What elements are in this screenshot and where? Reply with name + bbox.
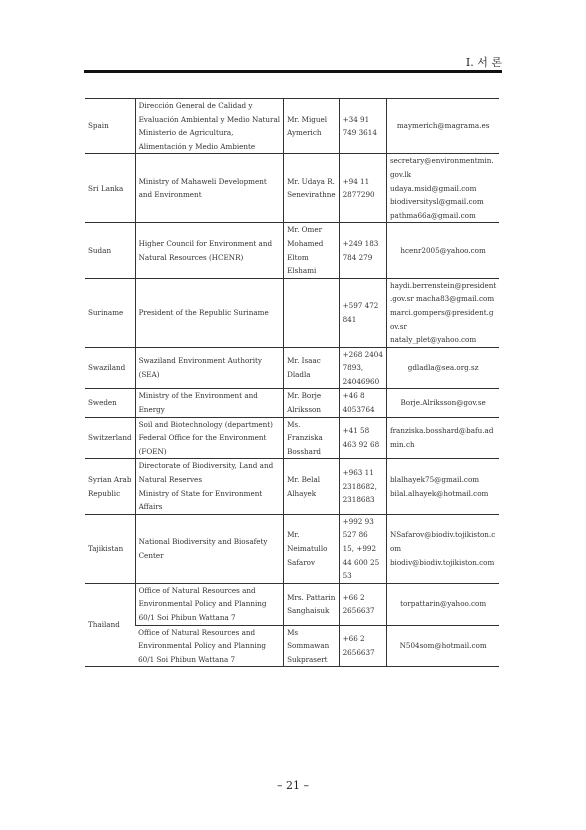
name-cell-line: Sukprasert [287, 654, 328, 664]
email-cell [386, 583, 499, 625]
agency-cell-line: 60/1 Soi Phibun Wattana 7 [138, 654, 236, 664]
agency-cell-line: Ministry of Mahaweli Development [138, 176, 267, 186]
email-cell [386, 278, 499, 347]
name-cell [284, 459, 340, 514]
email-cell [386, 459, 499, 514]
phone-cell [339, 389, 386, 417]
email-cell-line: min.ch [389, 440, 415, 450]
agency-cell-line: (FOEN) [138, 446, 167, 456]
agency-cell-line: Ministerio de Agricultura, [138, 128, 234, 138]
country-cell-line: Sri Lanka [88, 183, 124, 193]
email-cell [386, 99, 499, 154]
country-cell [85, 347, 135, 389]
name-cell [284, 389, 340, 417]
agency-cell-line: 60/1 Soi Phibun Wattana 7 [138, 612, 236, 622]
table-row [85, 625, 499, 667]
name-cell-line: Mohamed [287, 238, 324, 248]
contact-table [85, 98, 499, 667]
email-cell-line: haydi.berrenstein@president [389, 280, 497, 290]
phone-cell [339, 514, 386, 583]
agency-cell-line: Dirección General de Calidad y [138, 101, 253, 110]
agency-cell-line: Affairs [138, 502, 163, 512]
phone-cell-line: +34 91 [342, 114, 370, 124]
country-cell-line: Sweden [88, 398, 117, 408]
country-cell [85, 99, 135, 154]
phone-cell-line: 2656637 [342, 647, 375, 657]
country-cell-line: Syrian Arab [88, 475, 132, 485]
table-row [85, 417, 499, 459]
country-cell-line: Suriname [88, 307, 124, 317]
phone-cell-line: 24046960 [342, 376, 380, 386]
name-cell-line: Ms [287, 627, 299, 637]
phone-cell-line: +66 2 [342, 592, 365, 602]
phone-cell-line: 749 3614 [342, 128, 377, 138]
name-cell-line: Alriksson [287, 405, 321, 415]
phone-cell-line: 2877290 [342, 190, 375, 200]
agency-cell [135, 99, 284, 154]
email-cell-line: hcenr2005@yahoo.com [400, 245, 486, 255]
page-number: – 21 – [277, 779, 309, 792]
agency-cell-line: Office of Natural Resources and [138, 585, 256, 595]
agency-cell-line: Environmental Policy and Planning [138, 599, 267, 609]
country-cell [85, 417, 135, 459]
phone-cell [339, 347, 386, 389]
phone-cell-line: 53 [342, 571, 352, 581]
name-cell-line: Alhayek [287, 488, 317, 498]
phone-cell [339, 459, 386, 514]
email-cell-line: Borje.Alriksson@gov.se [400, 398, 486, 408]
name-cell [284, 583, 340, 625]
email-cell-line: franziska.bosshard@bafu.ad [389, 426, 494, 436]
phone-cell-line: 7893, [342, 363, 364, 373]
email-cell [386, 154, 499, 223]
phone-cell-line: 2656637 [342, 606, 375, 616]
phone-cell-line: +268 2404 [342, 349, 383, 359]
name-cell-line: Eltom [287, 252, 309, 262]
email-cell-line: blalhayek75@gmail.com [389, 475, 480, 485]
email-cell-line: nataly_plet@yahoo.com [389, 335, 477, 345]
name-cell [284, 347, 340, 389]
country-cell [85, 459, 135, 514]
agency-cell-line: Center [138, 550, 164, 560]
agency-cell [135, 154, 284, 223]
country-cell-line: Swaziland [88, 363, 126, 373]
name-cell [284, 99, 340, 154]
name-cell-line: Mr. Isaac [287, 356, 321, 366]
country-cell-line: Switzerland [88, 433, 132, 443]
name-cell-line: Elshami [287, 266, 317, 276]
agency-cell-line: Ministry of State for Environment [138, 488, 263, 498]
email-cell [386, 347, 499, 389]
table-row [85, 154, 499, 223]
country-cell-line: Tajikistan [88, 544, 124, 553]
phone-cell-line: 463 92 68 [342, 440, 380, 450]
header-rule [84, 70, 502, 73]
name-cell [284, 278, 340, 347]
name-cell-line: Sommawan [287, 641, 330, 651]
table-row [85, 223, 499, 278]
phone-cell [339, 278, 386, 347]
country-cell [85, 514, 135, 583]
agency-cell-line: National Biodiversity and Biosafety [138, 537, 268, 547]
agency-cell-line: (SEA) [138, 370, 160, 380]
agency-cell-line: Ministry of the Environment and [138, 391, 258, 401]
email-cell [386, 389, 499, 417]
email-cell-line: secretary@environmentmin. [389, 156, 494, 166]
email-cell-line: biodiv@biodiv.tojikiston.com [389, 557, 495, 567]
name-cell [284, 417, 340, 459]
email-cell-line: gov.lk [389, 169, 412, 179]
phone-cell-line: 527 86 [342, 530, 368, 540]
table-row [85, 459, 499, 514]
agency-cell-line: Natural Reserves [138, 475, 203, 485]
agency-cell-line: Energy [138, 405, 165, 415]
email-cell-line: torpattarin@yahoo.com [400, 599, 487, 609]
email-cell-line: N504som@hotmail.com [399, 641, 487, 651]
agency-cell [135, 223, 284, 278]
email-cell-line: ov.sr [389, 321, 407, 331]
country-cell-line: Thailand [88, 620, 120, 630]
country-cell [85, 223, 135, 278]
name-cell-line: Mr. Miguel [287, 114, 328, 124]
phone-cell-line: +992 93 [342, 516, 374, 526]
email-cell-line: NSafarov@biodiv.tojikiston.c [389, 530, 496, 540]
name-cell-line: Senevirathne [287, 190, 336, 200]
email-cell [386, 417, 499, 459]
agency-cell [135, 347, 284, 389]
country-cell [85, 583, 135, 667]
phone-cell [339, 99, 386, 154]
agency-cell [135, 514, 284, 583]
name-cell-line: Ms. [287, 419, 301, 429]
email-cell-line: gdladla@sea.org.sz [407, 363, 479, 373]
email-cell-line: maymerich@magrama.es [396, 121, 490, 131]
agency-cell [135, 278, 284, 347]
country-cell-line: Republic [88, 488, 121, 498]
country-cell [85, 389, 135, 417]
phone-cell [339, 417, 386, 459]
agency-cell-line: Environmental Policy and Planning [138, 641, 266, 651]
agency-cell-line: Alimentación y Medio Ambiente [138, 141, 256, 151]
name-cell [284, 625, 340, 667]
table-row [85, 99, 499, 154]
country-cell [85, 278, 135, 347]
name-cell-line: Safarov [287, 557, 316, 567]
table-row [85, 347, 499, 389]
name-cell-line: Mr. [287, 530, 300, 540]
email-cell [386, 514, 499, 583]
agency-cell-line: Higher Council for Environment and [138, 238, 273, 248]
table-row [85, 583, 499, 625]
agency-cell-line: Swaziland Environment Authority [138, 356, 262, 366]
agency-cell-line: Natural Resources (HCENR) [138, 252, 244, 262]
table-row [85, 514, 499, 583]
name-cell-line: Franziska [287, 433, 323, 443]
email-cell-line: .gov.sr macha83@gmail.com [389, 294, 495, 304]
phone-cell-line: +94 11 [342, 176, 370, 186]
agency-cell-line: and Environment [138, 190, 202, 200]
section-header: I. 서 론 [465, 56, 502, 69]
email-cell-line: udaya.msid@gmail.com [389, 183, 477, 193]
name-cell [284, 154, 340, 223]
country-cell-line: Sudan [88, 245, 112, 255]
email-cell-line: biodiversitysl@gmail.com [389, 197, 484, 207]
phone-cell-line: +597 472 [342, 301, 379, 311]
phone-cell [339, 154, 386, 223]
email-cell-line: bilal.alhayek@hotmail.com [389, 488, 489, 498]
name-cell-line: Neimatullo [287, 544, 328, 553]
table-row [85, 278, 499, 347]
name-cell [284, 223, 340, 278]
name-cell-line: Dladla [287, 370, 311, 380]
agency-cell [135, 625, 284, 667]
phone-cell-line: +963 11 [342, 468, 374, 478]
email-cell [386, 625, 499, 667]
name-cell-line: Bosshard [287, 446, 321, 456]
name-cell-line: Mrs. Pattarin [287, 592, 336, 602]
phone-cell-line: 15, +992 [342, 544, 377, 553]
name-cell-line: Mr. Udaya R. [287, 176, 335, 186]
phone-cell-line: 44 600 25 [342, 557, 380, 567]
country-cell-line: Spain [88, 121, 109, 131]
email-cell [386, 223, 499, 278]
agency-cell [135, 417, 284, 459]
phone-cell-line: +66 2 [342, 634, 365, 644]
phone-cell-line: +249 183 [342, 238, 379, 248]
name-cell-line: Mr. Omer [287, 225, 323, 235]
agency-cell-line: Federal Office for the Environment [138, 433, 267, 443]
phone-cell-line: 841 [342, 314, 357, 324]
agency-cell [135, 389, 284, 417]
agency-cell-line: Office of Natural Resources and [138, 627, 256, 637]
phone-cell-line: 2318682, [342, 481, 377, 491]
name-cell-line: Mr. Borje [287, 391, 322, 401]
email-cell-line: pathma66a@gmail.com [389, 210, 476, 220]
agency-cell [135, 459, 284, 514]
country-cell [85, 154, 135, 223]
agency-cell-line: President of the Republic Suriname [138, 307, 269, 317]
email-cell-line: marci.gompers@president.g [389, 307, 494, 317]
email-cell-line: om [389, 544, 402, 553]
table-row [85, 389, 499, 417]
phone-cell-line: +46 8 [342, 391, 365, 401]
phone-cell [339, 625, 386, 667]
agency-cell-line: Soil and Biotechnology (department) [138, 419, 273, 429]
agency-cell-line: Evaluación Ambiental y Medio Natural [138, 114, 281, 124]
name-cell-line: Aymerich [287, 128, 322, 138]
agency-cell-line: Directorate of Biodiversity, Land and [138, 461, 274, 471]
phone-cell-line: 4053764 [342, 405, 375, 415]
phone-cell [339, 583, 386, 625]
phone-cell-line: 784 279 [342, 252, 373, 262]
agency-cell [135, 583, 284, 625]
phone-cell-line: 2318683 [342, 495, 375, 505]
name-cell-line: Mr. Belal [287, 475, 321, 485]
name-cell-line: Sanghaisuk [287, 606, 330, 616]
phone-cell [339, 223, 386, 278]
phone-cell-line: +41 58 [342, 426, 370, 436]
name-cell [284, 514, 340, 583]
